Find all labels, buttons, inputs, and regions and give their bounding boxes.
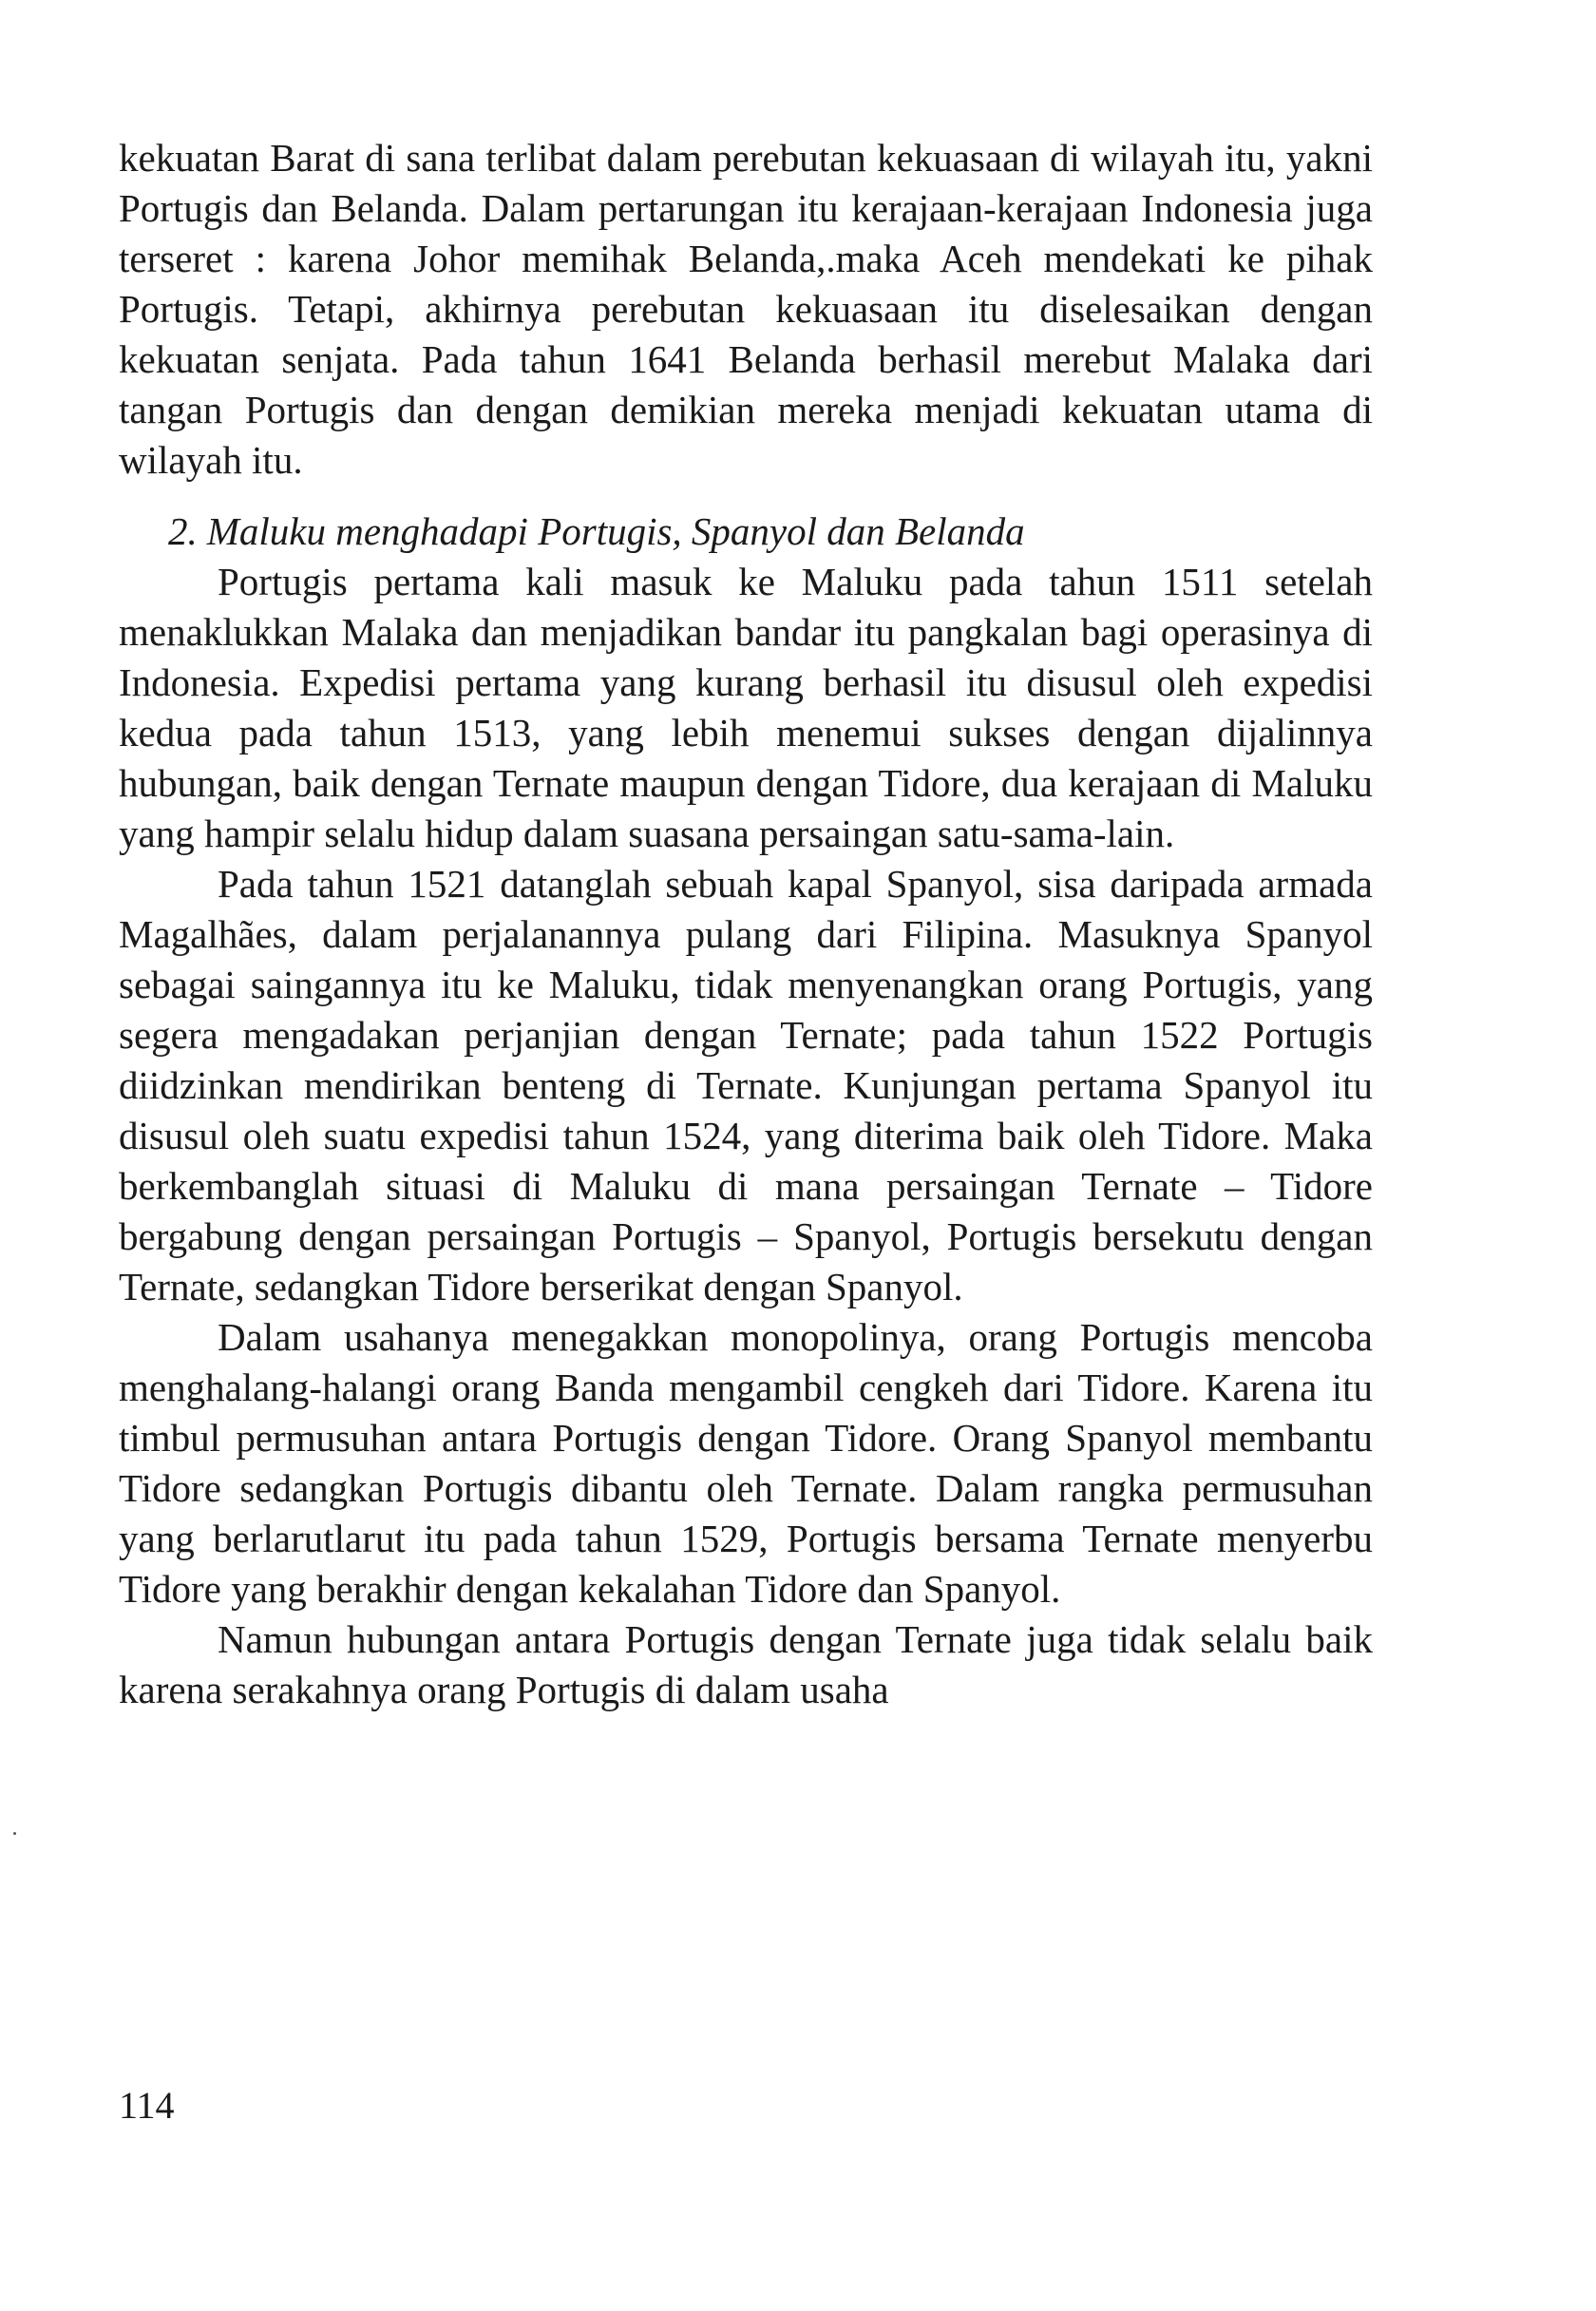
section-heading: [119, 506, 1373, 557]
margin-speck: [13, 1832, 16, 1835]
intro-paragraph: kekuatan Barat di sana terlibat dalam perebutan kekuasaan di wilayah itu, yakni Portugis dan Belanda. Dalam pertarungan itu kerajaan-kerajaan Indonesia juga terseret : karena Johor memihak Belanda,.maka Aceh mendekati ke pihak Portugis. Tetapi, akhirnya perebutan kekuasaan itu diselesaikan dengan kekuatan senjata. Pada tahun 1641 Belanda berhasil merebut Malaka dari tangan Portugis dan dengan demikian mereka menjadi kekuatan utama di wilayah itu.: [119, 136, 1373, 482]
page-body: [119, 133, 1373, 1715]
section-paragraph-4: Namun hubungan antara Portugis dengan Ternate juga tidak selalu baik karena serakahnya orang Portugis di dalam usaha: [119, 1617, 1373, 1711]
section-paragraph-3: Dalam usahanya menegakkan monopolinya, orang Portugis mencoba menghalang-halangi orang Banda mengambil cengkeh dari Tidore. Karena itu timbul permusuhan antara Portugis dengan Tidore. Orang Spanyol membantu Tidore sedangkan Portugis dibantu oleh Ternate. Dalam rangka permusuhan yang berlarutlarut itu pada tahun 1529, Portugis bersama Ternate menyerbu Tidore yang berakhir dengan kekalahan Tidore dan Spanyol.: [119, 1315, 1373, 1611]
section-paragraph-2: Pada tahun 1521 datanglah sebuah kapal Spanyol, sisa daripada armada Magalhães, dalam perjalanannya pulang dari Filipina. Masuknya Spanyol sebagai saingannya itu ke Maluku, tidak menyenangkan orang Portugis, yang segera mengadakan perjanjian dengan Ternate; pada tahun 1522 Portugis diidzinkan mendirikan benteng di Ternate. Kunjungan pertama Spanyol itu disusul oleh suatu expedisi tahun 1524, yang diterima baik oleh Tidore. Maka berkembanglah situasi di Maluku di mana persaingan Ternate – Tidore bergabung dengan persaingan Portugis – Spanyol, Portugis bersekutu dengan Ternate, sedangkan Tidore berserikat dengan Spanyol.: [119, 862, 1373, 1308]
section-number: 2.: [168, 509, 198, 553]
page-number: 114: [119, 2084, 175, 2127]
section-paragraph-1: Portugis pertama kali masuk ke Maluku pada tahun 1511 setelah menaklukkan Malaka dan menjadikan bandar itu pangkalan bagi operasinya di Indonesia. Expedisi pertama yang kurang berhasil itu disusul oleh expedisi kedua pada tahun 1513, yang lebih menemui sukses dengan dijalinnya hubungan, baik dengan Ternate maupun dengan Tidore, dua kerajaan di Maluku yang hampir selalu hidup dalam suasana persaingan satu-sama-lain.: [119, 560, 1373, 855]
section-title: Maluku menghadapi Portugis, Spanyol dan Belanda: [206, 509, 1025, 553]
